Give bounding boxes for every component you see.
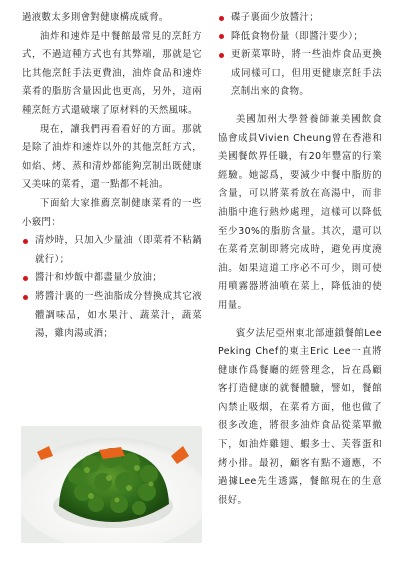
tip-text: 碟子裏面少放醬汁； xyxy=(231,12,319,23)
tip-text: 降低食物份量（即醬汁要少）； xyxy=(231,30,364,42)
left-column xyxy=(22,9,202,344)
paragraph-restaurant-owner: 賓夕法尼亞州東北部連鎖餐館Lee Peking Chef的東主Eric Lee一直將健康作爲餐廳的經營理念，旨在爲顧客打造健康的就餐體驗，譬如，餐館內禁止吸烟，在菜肴方面，他也做了很多改進，將很多油炸食品從菜單撤下，如油炸雞翅、蝦多士、芙蓉蛋和烤小排。最初，顧客有點不適應，不過據Lee先生透露，餐館現在的生意很好。 xyxy=(218,327,382,506)
tip-item xyxy=(218,28,382,47)
tip-text: 將醬汁裏的一些油脂成分替換成其它液體調味品，如水果汁、蔬菜汁，蔬菜湯，雞肉湯或酒； xyxy=(35,290,202,340)
bullet-icon xyxy=(219,34,224,39)
tip-item xyxy=(22,269,202,288)
bullet-icon xyxy=(23,276,28,281)
tip-item xyxy=(22,288,202,344)
bullet-icon xyxy=(23,239,28,244)
tip-item xyxy=(218,46,382,102)
bullet-icon xyxy=(23,295,28,300)
tip-item xyxy=(218,9,382,28)
tip-text: 醬汁和炒飯中都盡量少放油； xyxy=(35,272,163,284)
paragraph-continuation: 過液數太多則會對健康構成威脅。 xyxy=(22,12,169,23)
broccoli-dish-photo xyxy=(21,426,202,543)
paragraph-dietitian: 美國加州大學營養師兼美國飲食協會成員Vivien Cheung曾在香港和美國餐飲界任職，有20年豐富的行業經驗。她認爲，要減少中餐中脂肪的含量，可以將菜肴放在高湯中，而非油脂中進行熱炒處理，這樣可以降低至少30%的脂肪含量。其次，還可以在菜肴烹制即將完成時，避免再度澆油。如果這道工序必不可少，則可使用噴霧器將油噴在菜上，降低油的使用量。 xyxy=(218,113,382,311)
tip-text: 更新菜單時，將一些油炸食品更換成同樣可口，但用更健康烹飪手法烹制出來的食物。 xyxy=(231,49,382,98)
bullet-icon xyxy=(219,16,224,21)
right-column xyxy=(218,9,382,510)
tip-text: 清炒時，只加入少量油（即菜肴不粘鍋就行）； xyxy=(35,235,202,265)
paragraph-tips-intro: 下面給大家推薦烹制健康菜肴的一些小竅門： xyxy=(22,197,202,228)
tip-item xyxy=(22,232,202,269)
paragraph-cooking-methods: 油炸和速炸是中餐館最常見的烹飪方式，不過這種方式也有其弊端，那就是它比其他烹飪手法更費油，油炸食品和速炸菜肴的脂肪含量因此也更高，另外，這兩種烹飪方式還破壞了原材料的天然風味。 xyxy=(22,30,202,116)
bullet-icon xyxy=(219,53,224,58)
paragraph-healthy-methods: 現在，讓我們再看看好的方面。那就是除了油炸和速炸以外的其他烹飪方式，如焰、烤、蒸和清炒都能夠烹制出既健康又美味的菜肴，還一點都不耗油。 xyxy=(22,123,202,191)
